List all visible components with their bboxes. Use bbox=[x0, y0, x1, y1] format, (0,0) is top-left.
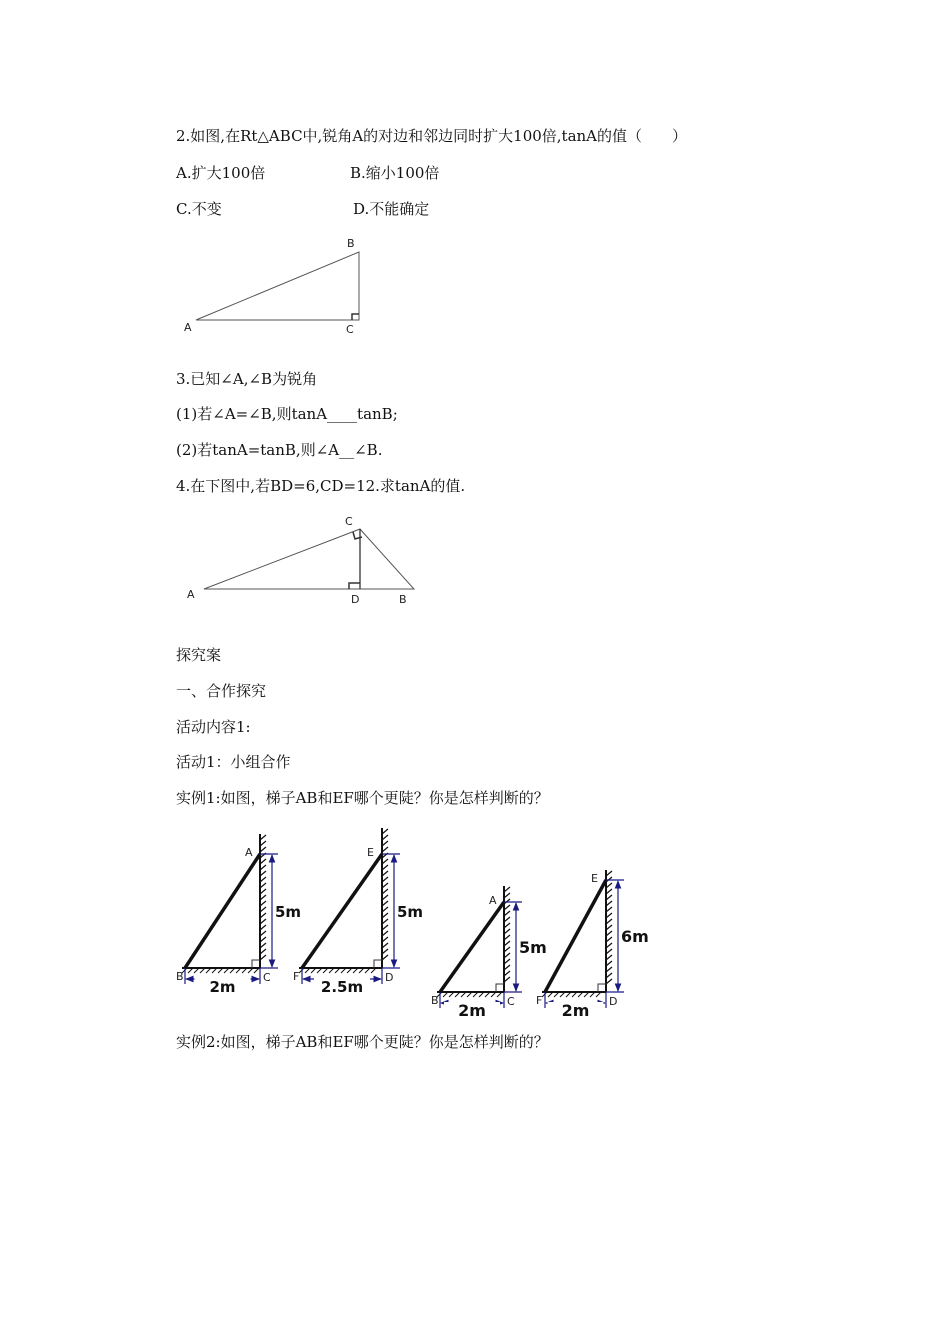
vertex-b-label: B bbox=[399, 593, 407, 606]
ladder-figure bbox=[176, 834, 301, 996]
q3-stem: 3.已知∠A,∠B为锐角 bbox=[176, 370, 318, 388]
vertex-b-label: B bbox=[347, 237, 355, 250]
vertex-a-label: A bbox=[184, 321, 192, 334]
ladder-base-label: D bbox=[609, 995, 618, 1008]
right-angle-mark bbox=[598, 984, 606, 992]
ladder-top-label: A bbox=[245, 846, 253, 859]
q2-option-b: B.缩小100倍 bbox=[350, 164, 440, 182]
ladder-figure bbox=[536, 870, 649, 1020]
q2-triangle-figure bbox=[170, 232, 380, 342]
height-label: 5m bbox=[397, 903, 424, 921]
ladder-base-label: D bbox=[385, 971, 394, 984]
ladder-line bbox=[302, 854, 382, 968]
q2-stem: 2.如图,在Rt△ABC中,锐角A的对边和邻边同时扩大100倍,tanA的值（ ） bbox=[176, 127, 688, 145]
q4-stem: 4.在下图中,若BD=6,CD=12.求tanA的值. bbox=[176, 477, 466, 495]
q2-option-d: D.不能确定 bbox=[353, 200, 430, 218]
example2-text: 实例2:如图，梯子AB和EF哪个更陡？你是怎样判断的？ bbox=[176, 1033, 549, 1051]
ladder-figure bbox=[431, 886, 547, 1020]
ladder-top-label: A bbox=[489, 894, 497, 907]
ladder-foot-label: B bbox=[431, 994, 439, 1007]
activity-heading: 活动1：小组合作 bbox=[176, 753, 291, 771]
height-label: 5m bbox=[519, 938, 547, 957]
ladder-foot-label: F bbox=[293, 970, 300, 983]
q3-part2: (2)若tanA=tanB,则∠A__∠B. bbox=[176, 441, 383, 459]
explore-title: 探究案 bbox=[176, 646, 222, 664]
vertex-a-label: A bbox=[187, 588, 195, 601]
triangle-abc bbox=[204, 529, 414, 589]
ladder-line bbox=[185, 854, 260, 968]
ladder-figures bbox=[174, 824, 664, 1024]
ladder-line bbox=[440, 902, 504, 992]
ladder-top-label: E bbox=[591, 872, 598, 885]
q4-triangle-figure bbox=[180, 512, 430, 612]
example1-text: 实例1:如图，梯子AB和EF哪个更陡？你是怎样判断的？ bbox=[176, 789, 549, 807]
activity-content: 活动内容1: bbox=[176, 718, 251, 736]
q2-option-a: A.扩大100倍 bbox=[176, 164, 266, 182]
ladder-base-label: C bbox=[507, 995, 515, 1008]
right-angle-mark bbox=[374, 960, 382, 968]
section-heading: 一、合作探究 bbox=[176, 682, 267, 700]
ladder-foot-label: F bbox=[536, 994, 543, 1007]
vertex-c-label: C bbox=[346, 323, 354, 336]
right-angle-mark bbox=[252, 960, 260, 968]
ladder-top-label: E bbox=[367, 846, 374, 859]
q3-part1: (1)若∠A=∠B,则tanA____tanB; bbox=[176, 405, 398, 423]
vertex-d-label: D bbox=[351, 593, 360, 606]
width-label: 2m bbox=[458, 1001, 486, 1020]
width-label: 2.5m bbox=[320, 978, 364, 996]
vertex-c-label: C bbox=[345, 515, 353, 528]
ladder-figure bbox=[293, 828, 423, 996]
ladder-line bbox=[545, 880, 606, 992]
right-angle-mark-d bbox=[349, 583, 360, 589]
ladder-base-label: C bbox=[263, 971, 271, 984]
right-angle-mark bbox=[352, 314, 359, 320]
triangle-abc bbox=[196, 252, 359, 320]
q2-option-c: C.不变 bbox=[176, 200, 222, 218]
width-label: 2m bbox=[561, 1001, 590, 1020]
width-label: 2m bbox=[209, 978, 236, 996]
height-label: 5m bbox=[275, 903, 302, 921]
right-angle-mark bbox=[496, 984, 504, 992]
height-label: 6m bbox=[621, 927, 649, 946]
ladder-foot-label: B bbox=[176, 970, 184, 983]
